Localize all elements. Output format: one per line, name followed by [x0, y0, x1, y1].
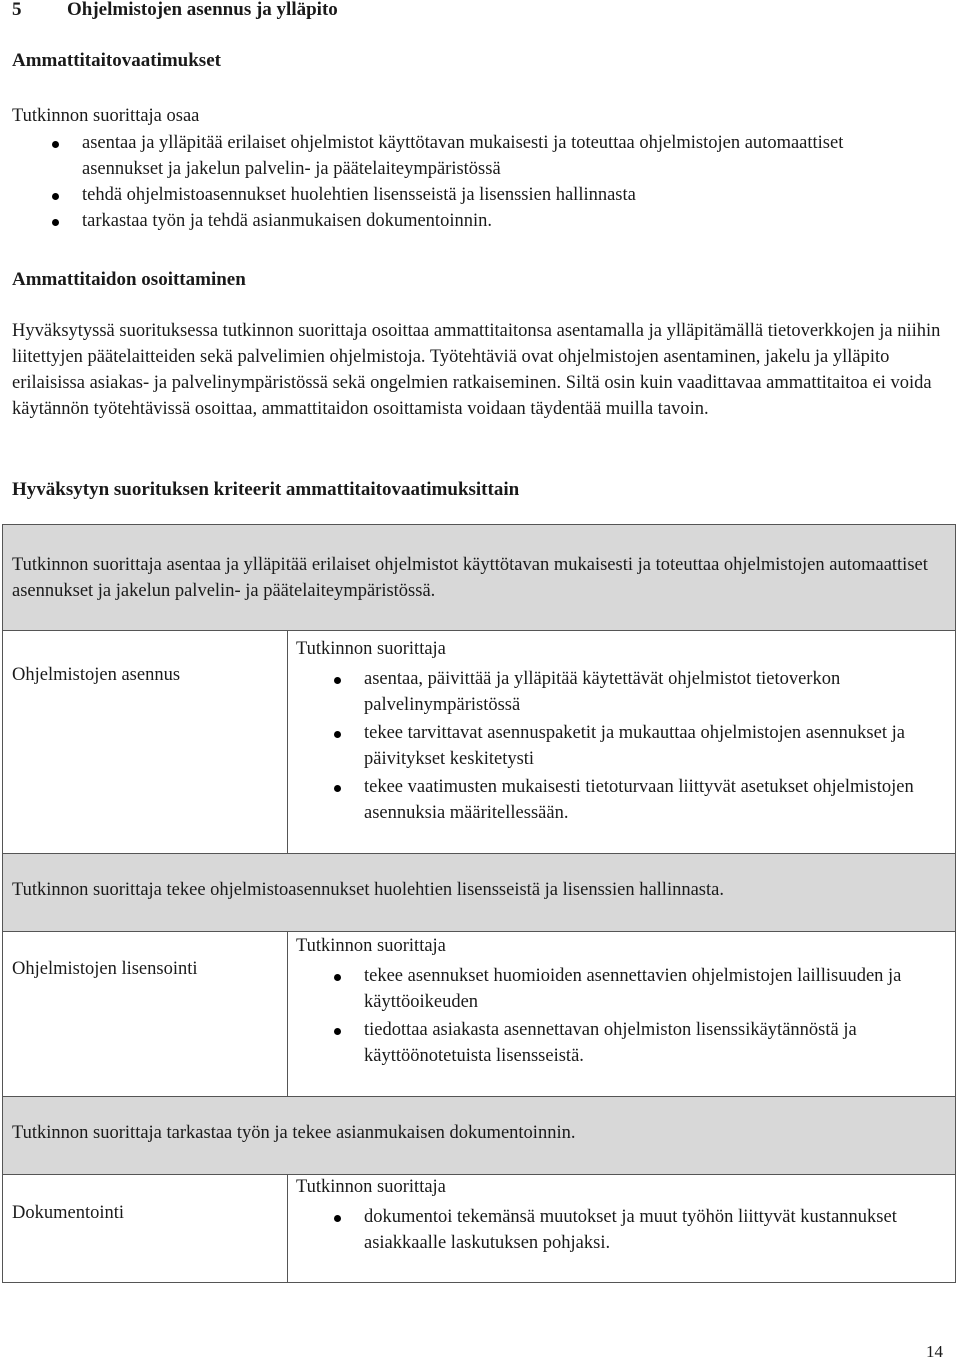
- criteria-section-header: Tutkinnon suorittaja tekee ohjelmistoasennukset huolehtien lisensseistä ja lisenssien hallinnasta.: [12, 880, 724, 900]
- criteria-label: Ohjelmistojen lisensointi: [12, 959, 198, 979]
- criteria-section-header: Tutkinnon suorittaja tarkastaa työn ja tekee asianmukaisen dokumentoinnin.: [12, 1123, 576, 1143]
- criteria-intro: Tutkinnon suorittaja: [296, 639, 446, 659]
- criteria-label: Ohjelmistojen asennus: [12, 665, 181, 685]
- criteria-heading: Hyväksytyn suorituksen kriteerit ammattitaitovaatimuksittain: [12, 479, 520, 500]
- criteria-list: [296, 666, 945, 826]
- list-item: tehdä ohjelmistoasennukset huolehtien lisensseistä ja lisenssien hallinnasta: [12, 182, 892, 208]
- list-item: dokumentoi tekemänsä muutokset ja muut työhön liittyvät kustannukset asiakkaalle laskutuksen pohjaksi.: [296, 1204, 945, 1256]
- criteria-intro: Tutkinnon suorittaja: [296, 936, 446, 956]
- list-item: tekee vaatimusten mukaisesti tietoturvaan liittyvät asetukset ohjelmistojen asennuksia määritellessään.: [296, 774, 945, 826]
- criteria-intro: Tutkinnon suorittaja: [296, 1177, 446, 1197]
- page-number: 14: [926, 1342, 943, 1361]
- demonstration-text: Hyväksytyssä suorituksessa tutkinnon suorittaja osoittaa ammattitaitonsa asentamalla ja ylläpitämällä tietoverkkojen ja niihin liitettyjen päätelaitteiden sekä palvelimien ohjelmistoja. Työtehtäviä ovat ohjelmistojen asentaminen, jakelu ja ylläpito erilaisissa asiakas- ja palvelinympäristössä sekä ongelmien ratkaiseminen. Siltä osin kuin vaadittavaa ammattitaitoa ei voida käytännön työtehtävissä osoittaa, ammattitaidon osoittamista voidaan täydentää muilla tavoin.: [12, 321, 941, 419]
- table-row: [3, 525, 956, 631]
- list-item: tekee tarvittavat asennuspaketit ja mukauttaa ohjelmistojen asennukset ja päivitykset keskitetysti: [296, 720, 945, 772]
- demonstration-heading: Ammattitaidon osoittaminen: [12, 269, 246, 290]
- criteria-table: [2, 524, 956, 1283]
- table-row: [3, 1097, 956, 1175]
- requirements-intro: Tutkinnon suorittaja osaa: [12, 106, 200, 126]
- chapter-heading: [12, 0, 338, 23]
- chapter-title: Ohjelmistojen asennus ja ylläpito: [67, 0, 338, 20]
- criteria-list: [296, 1204, 945, 1256]
- chapter-number: 5: [12, 0, 22, 20]
- list-item: tekee asennukset huomioiden asennettavien ohjelmistojen laillisuuden ja käyttöoikeuden: [296, 963, 945, 1015]
- table-row: [3, 631, 956, 854]
- table-row: [3, 1175, 956, 1283]
- requirements-list: [12, 130, 892, 234]
- requirements-heading: Ammattitaitovaatimukset: [12, 50, 221, 71]
- criteria-list: [296, 963, 945, 1069]
- list-item: tarkastaa työn ja tehdä asianmukaisen dokumentoinnin.: [12, 208, 892, 234]
- table-row: [3, 854, 956, 932]
- list-item: asentaa, päivittää ja ylläpitää käytettävät ohjelmistot tietoverkon palvelinympäristössä: [296, 666, 945, 718]
- criteria-section-header: Tutkinnon suorittaja asentaa ja ylläpitää erilaiset ohjelmistot käyttötavan mukaisesti ja toteuttaa ohjelmistojen automaattiset asennukset ja jakelun palvelin- ja päätelaiteympäristössä.: [12, 555, 928, 601]
- list-item: tiedottaa asiakasta asennettavan ohjelmiston lisenssikäytännöstä ja käyttöönotetuista lisensseistä.: [296, 1017, 945, 1069]
- list-item: asentaa ja ylläpitää erilaiset ohjelmistot käyttötavan mukaisesti ja toteuttaa ohjelmistojen automaattiset asennukset ja jakelun palvelin- ja päätelaiteympäristössä: [12, 130, 892, 182]
- criteria-label: Dokumentointi: [12, 1203, 125, 1223]
- table-row: [3, 932, 956, 1097]
